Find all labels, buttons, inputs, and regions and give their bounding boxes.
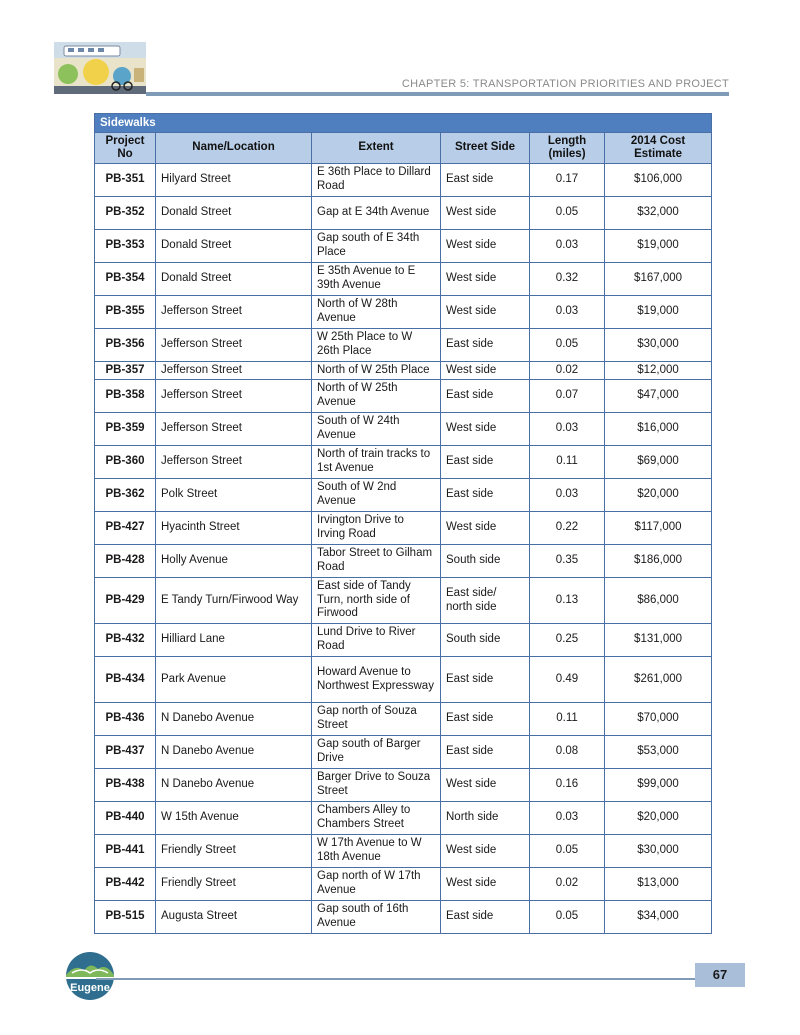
length-miles: 0.16 — [530, 769, 605, 802]
project-name: Augusta Street — [156, 901, 312, 934]
street-side: West side — [441, 868, 530, 901]
length-miles: 0.05 — [530, 835, 605, 868]
project-id: PB-353 — [95, 230, 156, 263]
table-row — [95, 736, 712, 769]
project-id: PB-359 — [95, 413, 156, 446]
project-id: PB-429 — [95, 578, 156, 624]
project-extent: W 17th Avenue to W 18th Avenue — [312, 835, 441, 868]
table-row — [95, 868, 712, 901]
column-header-street-side: Street Side — [441, 133, 530, 164]
street-side: West side — [441, 296, 530, 329]
street-side: East side — [441, 901, 530, 934]
chapter-title: CHAPTER 5: TRANSPORTATION PRIORITIES AND PROJECT — [401, 78, 729, 90]
project-id: PB-436 — [95, 703, 156, 736]
cost-estimate: $69,000 — [605, 446, 712, 479]
project-extent: Lund Drive to River Road — [312, 624, 441, 657]
footer-rule — [96, 978, 696, 980]
street-side: West side — [441, 230, 530, 263]
project-id: PB-352 — [95, 197, 156, 230]
street-side: South side — [441, 545, 530, 578]
cost-estimate: $16,000 — [605, 413, 712, 446]
length-miles: 0.08 — [530, 736, 605, 769]
project-extent: Chambers Alley to Chambers Street — [312, 802, 441, 835]
cost-estimate: $131,000 — [605, 624, 712, 657]
cost-estimate: $20,000 — [605, 479, 712, 512]
project-name: Donald Street — [156, 263, 312, 296]
street-side: East side — [441, 446, 530, 479]
project-name: Hilyard Street — [156, 164, 312, 197]
length-miles: 0.05 — [530, 197, 605, 230]
page-number: 67 — [695, 963, 745, 987]
sidewalks-table — [94, 113, 712, 934]
length-miles: 0.49 — [530, 657, 605, 703]
project-extent: Barger Drive to Souza Street — [312, 769, 441, 802]
project-name: W 15th Avenue — [156, 802, 312, 835]
project-name: N Danebo Avenue — [156, 769, 312, 802]
project-extent: North of W 25th Place — [312, 362, 441, 380]
length-miles: 0.05 — [530, 901, 605, 934]
project-name: Hyacinth Street — [156, 512, 312, 545]
column-header-extent: Extent — [312, 133, 441, 164]
length-miles: 0.03 — [530, 413, 605, 446]
cost-estimate: $30,000 — [605, 329, 712, 362]
project-extent: E 35th Avenue to E 39th Avenue — [312, 263, 441, 296]
project-name: E Tandy Turn/Firwood Way — [156, 578, 312, 624]
header-rule — [146, 92, 729, 96]
cost-estimate: $70,000 — [605, 703, 712, 736]
table-row — [95, 545, 712, 578]
project-name: Jefferson Street — [156, 446, 312, 479]
project-name: Friendly Street — [156, 868, 312, 901]
cost-estimate: $47,000 — [605, 380, 712, 413]
cost-estimate: $186,000 — [605, 545, 712, 578]
table-row — [95, 164, 712, 197]
length-miles: 0.02 — [530, 362, 605, 380]
project-extent: E 36th Place to Dillard Road — [312, 164, 441, 197]
project-name: N Danebo Avenue — [156, 736, 312, 769]
street-side: West side — [441, 197, 530, 230]
street-side: East side — [441, 479, 530, 512]
table-row — [95, 230, 712, 263]
length-miles: 0.17 — [530, 164, 605, 197]
cost-estimate: $20,000 — [605, 802, 712, 835]
table-row — [95, 362, 712, 380]
project-id: PB-438 — [95, 769, 156, 802]
project-id: PB-355 — [95, 296, 156, 329]
table-row — [95, 479, 712, 512]
project-extent: Howard Avenue to Northwest Expressway — [312, 657, 441, 703]
cost-estimate: $19,000 — [605, 230, 712, 263]
table-row — [95, 835, 712, 868]
length-miles: 0.22 — [530, 512, 605, 545]
street-side: East side — [441, 703, 530, 736]
project-name: Jefferson Street — [156, 362, 312, 380]
project-name: Jefferson Street — [156, 413, 312, 446]
eugene-logo — [62, 951, 118, 1001]
project-id: PB-351 — [95, 164, 156, 197]
length-miles: 0.32 — [530, 263, 605, 296]
length-miles: 0.35 — [530, 545, 605, 578]
street-side: South side — [441, 624, 530, 657]
table-row — [95, 380, 712, 413]
table-row — [95, 263, 712, 296]
project-id: PB-357 — [95, 362, 156, 380]
cost-estimate: $167,000 — [605, 263, 712, 296]
length-miles: 0.02 — [530, 868, 605, 901]
column-header-project-no: Project No — [95, 133, 156, 164]
table-row — [95, 512, 712, 545]
length-miles: 0.11 — [530, 446, 605, 479]
header-illustration — [54, 42, 146, 94]
project-id: PB-428 — [95, 545, 156, 578]
project-name: Jefferson Street — [156, 296, 312, 329]
table-row — [95, 413, 712, 446]
project-name: Park Avenue — [156, 657, 312, 703]
table-row — [95, 802, 712, 835]
table-row — [95, 296, 712, 329]
street-side: East side — [441, 164, 530, 197]
table-row — [95, 703, 712, 736]
table-row — [95, 624, 712, 657]
project-extent: North of W 25th Avenue — [312, 380, 441, 413]
project-extent: Irvington Drive to Irving Road — [312, 512, 441, 545]
project-extent: Gap south of E 34th Place — [312, 230, 441, 263]
length-miles: 0.03 — [530, 296, 605, 329]
project-extent: North of train tracks to 1st Avenue — [312, 446, 441, 479]
cost-estimate: $30,000 — [605, 835, 712, 868]
project-name: Hilliard Lane — [156, 624, 312, 657]
cost-estimate: $99,000 — [605, 769, 712, 802]
project-extent: Gap north of W 17th Avenue — [312, 868, 441, 901]
street-side: East side/ north side — [441, 578, 530, 624]
project-id: PB-441 — [95, 835, 156, 868]
length-miles: 0.11 — [530, 703, 605, 736]
cost-estimate: $12,000 — [605, 362, 712, 380]
project-id: PB-434 — [95, 657, 156, 703]
project-name: Holly Avenue — [156, 545, 312, 578]
project-extent: Gap south of 16th Avenue — [312, 901, 441, 934]
cost-estimate: $32,000 — [605, 197, 712, 230]
table-row — [95, 901, 712, 934]
table-row — [95, 578, 712, 624]
street-side: West side — [441, 769, 530, 802]
project-id: PB-356 — [95, 329, 156, 362]
street-side: North side — [441, 802, 530, 835]
length-miles: 0.13 — [530, 578, 605, 624]
cost-estimate: $261,000 — [605, 657, 712, 703]
street-side: West side — [441, 362, 530, 380]
cost-estimate: $19,000 — [605, 296, 712, 329]
cost-estimate: $13,000 — [605, 868, 712, 901]
project-name: Donald Street — [156, 197, 312, 230]
project-id: PB-442 — [95, 868, 156, 901]
street-side: East side — [441, 736, 530, 769]
column-header-cost: 2014 Cost Estimate — [605, 133, 712, 164]
sidewalks-table-container — [94, 113, 711, 934]
logo-text: Eugene — [70, 982, 110, 994]
project-extent: Gap south of Barger Drive — [312, 736, 441, 769]
table-row — [95, 446, 712, 479]
project-extent: South of W 2nd Avenue — [312, 479, 441, 512]
project-name: Jefferson Street — [156, 380, 312, 413]
project-extent: Tabor Street to Gilham Road — [312, 545, 441, 578]
table-row — [95, 769, 712, 802]
table-row — [95, 197, 712, 230]
project-name: Friendly Street — [156, 835, 312, 868]
table-row — [95, 329, 712, 362]
length-miles: 0.25 — [530, 624, 605, 657]
project-extent: W 25th Place to W 26th Place — [312, 329, 441, 362]
table-row — [95, 657, 712, 703]
cost-estimate: $106,000 — [605, 164, 712, 197]
project-extent: North of W 28th Avenue — [312, 296, 441, 329]
street-side: East side — [441, 657, 530, 703]
project-id: PB-427 — [95, 512, 156, 545]
column-header-name-location: Name/Location — [156, 133, 312, 164]
project-id: PB-362 — [95, 479, 156, 512]
project-id: PB-440 — [95, 802, 156, 835]
table-section-title: Sidewalks — [95, 114, 712, 133]
length-miles: 0.03 — [530, 479, 605, 512]
project-id: PB-432 — [95, 624, 156, 657]
project-id: PB-360 — [95, 446, 156, 479]
project-id: PB-354 — [95, 263, 156, 296]
cost-estimate: $86,000 — [605, 578, 712, 624]
project-name: Polk Street — [156, 479, 312, 512]
project-id: PB-358 — [95, 380, 156, 413]
project-name: Donald Street — [156, 230, 312, 263]
project-extent: East side of Tandy Turn, north side of Firwood — [312, 578, 441, 624]
length-miles: 0.05 — [530, 329, 605, 362]
project-extent: South of W 24th Avenue — [312, 413, 441, 446]
street-side: West side — [441, 263, 530, 296]
project-extent: Gap north of Souza Street — [312, 703, 441, 736]
length-miles: 0.03 — [530, 802, 605, 835]
project-name: N Danebo Avenue — [156, 703, 312, 736]
column-header-length: Length (miles) — [530, 133, 605, 164]
project-extent: Gap at E 34th Avenue — [312, 197, 441, 230]
street-side: West side — [441, 413, 530, 446]
street-side: East side — [441, 329, 530, 362]
project-name: Jefferson Street — [156, 329, 312, 362]
street-side: West side — [441, 512, 530, 545]
cost-estimate: $117,000 — [605, 512, 712, 545]
project-id: PB-437 — [95, 736, 156, 769]
cost-estimate: $53,000 — [605, 736, 712, 769]
street-side: West side — [441, 835, 530, 868]
length-miles: 0.07 — [530, 380, 605, 413]
project-id: PB-515 — [95, 901, 156, 934]
length-miles: 0.03 — [530, 230, 605, 263]
cost-estimate: $34,000 — [605, 901, 712, 934]
street-side: East side — [441, 380, 530, 413]
